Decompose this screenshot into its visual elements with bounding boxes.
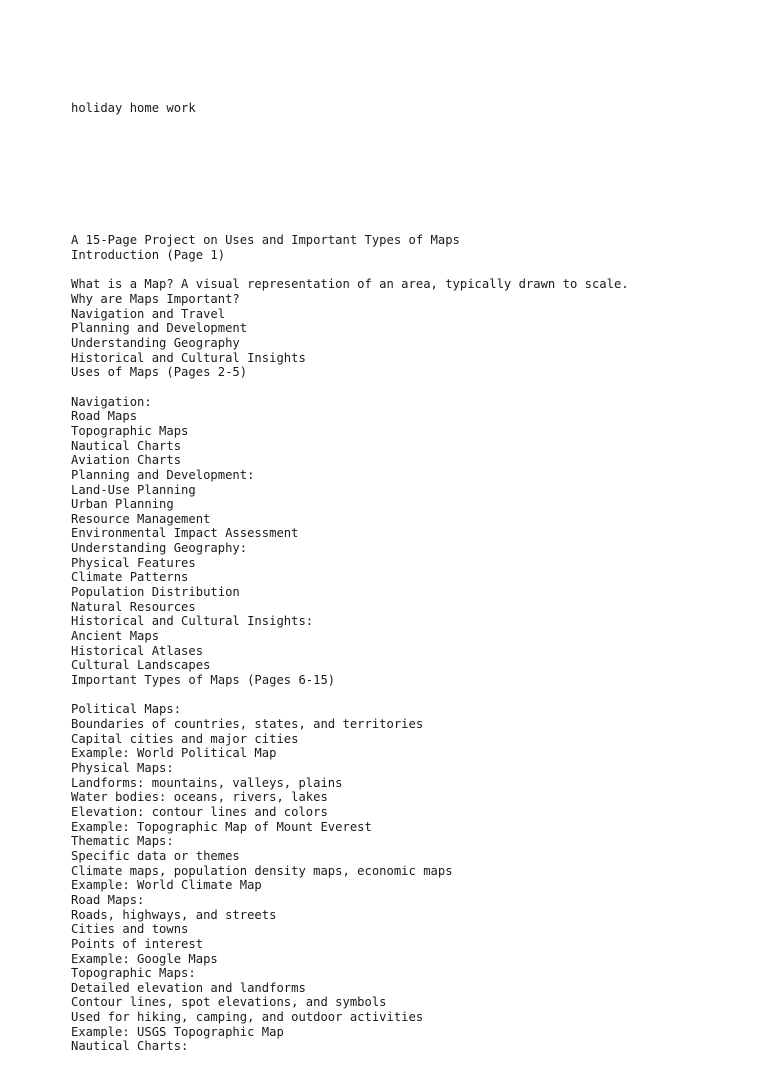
- text-line: Aviation Charts: [71, 453, 182, 468]
- text-line: Climate Patterns: [71, 570, 189, 585]
- text-line: Points of interest: [71, 936, 204, 951]
- text-line: Climate maps, population density maps, economic maps: [71, 863, 453, 878]
- text-line: Physical Maps:: [71, 760, 174, 775]
- text-line: Ancient Maps: [71, 629, 160, 644]
- blank-line: [71, 688, 761, 703]
- text-line: Detailed elevation and landforms: [71, 980, 306, 995]
- text-line: Road Maps:: [71, 892, 145, 907]
- text-line: Land-Use Planning: [71, 482, 196, 497]
- text-line: Understanding Geography: [71, 335, 240, 350]
- text-line: Thematic Maps:: [71, 834, 174, 849]
- text-line: Water bodies: oceans, rivers, lakes: [71, 790, 328, 805]
- text-line: Landforms: mountains, valleys, plains: [71, 775, 343, 790]
- text-line: Navigation:: [71, 394, 152, 409]
- text-line: Understanding Geography:: [71, 541, 248, 556]
- text-line: Natural Resources: [71, 599, 196, 614]
- text-line: Political Maps:: [71, 702, 182, 717]
- text-line: Nautical Charts: [71, 438, 182, 453]
- text-line: Example: Google Maps: [71, 951, 218, 966]
- text-line: Uses of Maps (Pages 2-5): [71, 365, 248, 380]
- text-line: Population Distribution: [71, 585, 240, 600]
- text-line: A 15-Page Project on Uses and Important Types of Maps: [71, 233, 460, 248]
- text-line: Specific data or themes: [71, 848, 240, 863]
- blank-line: [71, 263, 761, 278]
- text-line: Planning and Development:: [71, 467, 255, 482]
- text-line: Introduction (Page 1): [71, 248, 226, 262]
- text-line: Example: USGS Topographic Map: [71, 1024, 284, 1039]
- text-line: Roads, highways, and streets: [71, 907, 277, 922]
- text-line: Why are Maps Important?: [71, 291, 240, 306]
- document-lines: [71, 233, 761, 1054]
- title-spacer: [71, 145, 761, 160]
- text-line: Contour lines, spot elevations, and symbols: [71, 995, 387, 1010]
- text-line: Resource Management: [71, 511, 211, 526]
- text-line: Important Types of Maps (Pages 6-15): [71, 673, 336, 688]
- text-line: Topographic Maps: [71, 423, 189, 438]
- text-line: Navigation and Travel: [71, 306, 226, 321]
- document-body: [71, 72, 761, 1083]
- text-line: Used for hiking, camping, and outdoor activities: [71, 1010, 424, 1025]
- text-line: Boundaries of countries, states, and territories: [71, 717, 424, 731]
- title-spacer-2: [71, 189, 761, 204]
- text-line: Urban Planning: [71, 497, 174, 512]
- text-line: Nautical Charts:: [71, 1039, 189, 1054]
- text-line: Example: Topographic Map of Mount Everest: [71, 819, 372, 834]
- document-title: holiday home work: [71, 101, 196, 116]
- text-line: Planning and Development: [71, 321, 248, 336]
- text-line: Topographic Maps:: [71, 966, 196, 981]
- text-line: Capital cities and major cities: [71, 731, 299, 746]
- blank-line: [71, 380, 761, 395]
- text-line: Example: World Climate Map: [71, 878, 262, 893]
- text-line: Elevation: contour lines and colors: [71, 804, 328, 819]
- text-line: Historical and Cultural Insights:: [71, 614, 314, 629]
- text-line: Cities and towns: [71, 922, 189, 937]
- text-line: Historical Atlases: [71, 643, 204, 658]
- text-line: Environmental Impact Assessment: [71, 526, 299, 541]
- text-line: What is a Map? A visual representation of an area, typically drawn to scale.: [71, 277, 629, 292]
- text-line: Historical and Cultural Insights: [71, 350, 306, 365]
- text-line: Road Maps: [71, 409, 138, 424]
- text-line: Cultural Landscapes: [71, 658, 211, 673]
- text-line: Physical Features: [71, 555, 196, 570]
- text-line: Example: World Political Map: [71, 746, 277, 761]
